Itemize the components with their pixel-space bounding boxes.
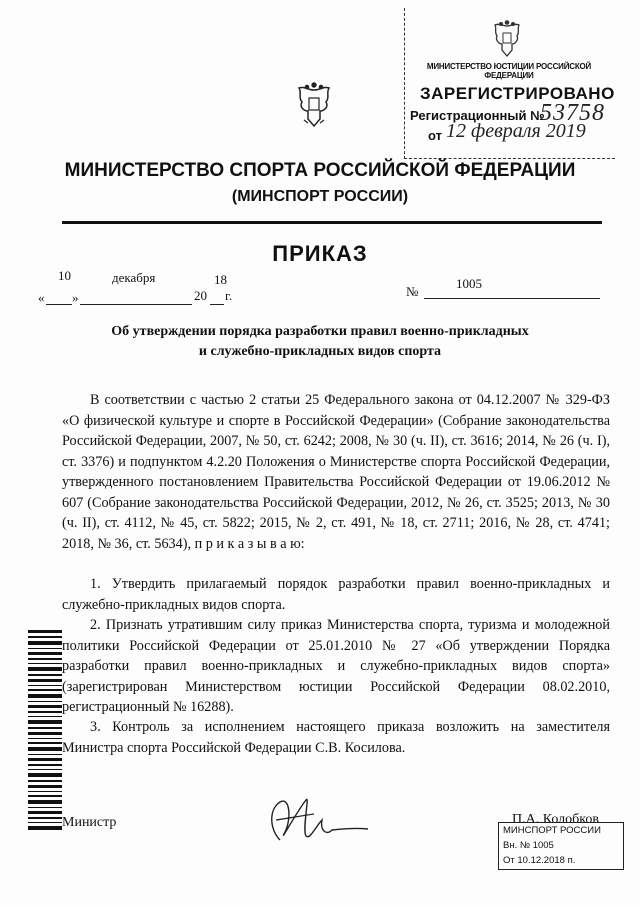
item-2: 2. Признать утратившим силу приказ Министерства спорта, туризма и молодежной политики Российской Федерации от 25.01.2010 № 27 «Об утверждении Порядка разработки правил военно-прикладных и служебно-прикладных видов спорта» (зарегистрирован Министерством юстиции Российской Федерации 08.02.2010, регистрационный № 16288). [62,617,610,715]
order-number: 1005 [456,276,482,291]
order-year-prefix: 20 [194,288,207,303]
year-line [210,290,224,305]
coat-of-arms-icon [490,20,524,60]
incoming-stamp-line-2: Вн. № 1005 [503,840,554,851]
preamble-text: В соответствии с частью 2 статьи 25 Федерального закона от 04.12.2007 № 329-ФЗ «О физической культуре и спорте в Российской Федерации» (Собрание законодательства Российской Федерации, 2007, № 50, ст. 6242; 2008, № 30 (ч. II), ст. 3616; 2014, № 26 (ч. I), ст. 3376) и подпунктом 4.2.20 Положения о Министерстве спорта Российской Федерации, утвержденного постановлением Правительства Российской Федерации от 19.06.2012 № 607 (Собрание законодательства Российской Федерации, 2012, № 26, ст. 3525; 2013, № 30 (ч. II), ст. 4112, № 45, ст. 5822; 2015, № 2, ст. 491, № 18, ст. 2711; 2016, № 28, ст. 4741; 2018, № 36, ст. 5634), [62,392,610,552]
quote-open: « [38,290,45,305]
quote-close: » [72,290,79,305]
header-rule [62,221,602,224]
order-day: 10 [58,268,71,283]
stamp-ministry: МИНИСТЕРСТВО ЮСТИЦИИ РОССИЙСКОЙ ФЕДЕРАЦИИ [426,62,592,80]
day-line [46,290,72,305]
incoming-stamp-line-1: МИНСПОРТ РОССИИ [503,825,601,836]
coat-of-arms-icon [294,82,334,130]
preamble-paragraph [62,390,610,554]
stamp-date-value: 12 февраля 2019 [446,120,586,142]
number-line [424,286,600,299]
order-word: п р и к а з ы в а ю: [194,535,305,552]
incoming-stamp [498,822,624,870]
signer-position: Министр [62,815,117,830]
ministry-short-name: (МИНСПОРТ РОССИИ) [231,188,409,205]
item-1: 1. Утвердить прилагаемый порядок разработки правил военно-прикладных и служебно-прикладных видов спорта. [62,576,610,613]
subject-line-2: и служебно-прикладных видов спорта [198,344,442,359]
incoming-stamp-line-3: От 10.12.2018 п. [503,855,576,866]
order-year-unit: г. [225,288,233,303]
order-number-label: № [406,284,419,299]
order-year-suffix: 18 [214,272,227,287]
month-line [80,290,192,305]
order-subject [0,322,640,362]
stamp-registered: ЗАРЕГИСТРИРОВАНО [420,84,615,103]
signer-name: П.А. Колобков [512,812,599,827]
barcode [28,630,62,830]
order-month: декабря [112,270,156,285]
doc-type-title: ПРИКАЗ [272,241,368,266]
item-3: 3. Контроль за исполнением настоящего приказа возложить на заместителя Министра спорта Российской Федерации С.В. Косилова. [62,719,610,756]
ministry-name: МИНИСТЕРСТВО СПОРТА РОССИЙСКОЙ ФЕДЕРАЦИИ [64,160,576,181]
signature-icon [240,790,370,850]
stamp-regnum-label: Регистрационный № [410,108,545,123]
subject-line-1: Об утверждении порядка разработки правил военно-прикладных [111,324,529,339]
stamp-regnum-value: 53758 [540,100,605,126]
stamp-date-label: от [428,128,442,143]
